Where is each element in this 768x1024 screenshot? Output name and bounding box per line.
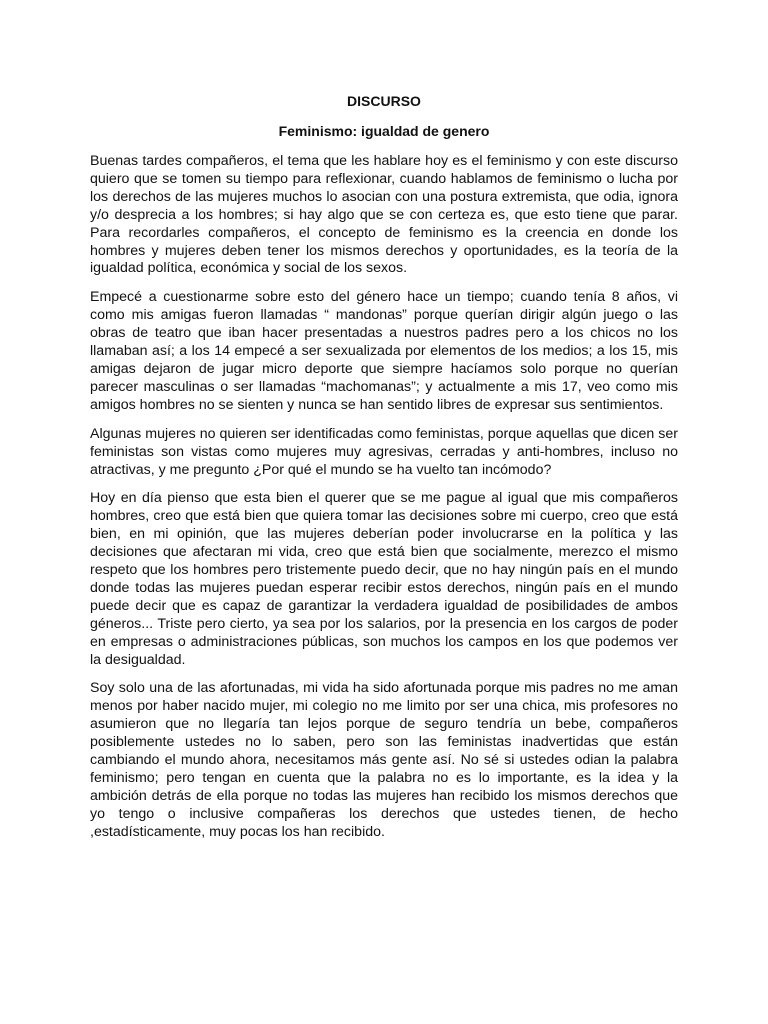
document-subtitle: Feminismo: igualdad de genero: [278, 123, 490, 139]
paragraph-3: Algunas mujeres no quieren ser identificadas como feministas, porque aquellas que dicen ser feministas son vistas como mujeres muy agresivas, cerradas y anti-hombres, incluso no atractivas, y me pregunto ¿Por qué el mundo se ha vuelto tan incómodo?: [90, 425, 678, 478]
document-page: [90, 92, 678, 853]
paragraph-2: Empecé a cuestionarme sobre esto del género hace un tiempo; cuando tenía 8 años, vi como mis amigas fueron llamadas “ mandonas” porque querían dirigir algún juego o las obras de teatro que iban hacer presentadas a nuestros padres pero a los chicos no los llamaban así; a los 14 empecé a ser sexualizada por elementos de los medios; a los 15, mis amigas dejaron de jugar micro deporte que siempre hacíamos solo porque no querían parecer masculinas o ser llamadas “machomanas”; y actualmente a mis 17, veo como mis amigos hombres no se sienten y nunca se han sentido libres de expresar sus sentimientos.: [90, 289, 678, 413]
paragraph-4: Hoy en día pienso que esta bien el querer que se me pague al igual que mis compañeros hombres, creo que está bien que quiera tomar las decisiones sobre mi cuerpo, creo que está bien, en mi opinión, que las mujeres deberían poder involucrarse en la política y las decisiones que afectaran mi vida, creo que está bien que socialmente, merezco el mismo respeto que los hombres pero tristemente puedo decir, que no hay ningún país en el mundo donde todas las mujeres puedan esperar recibir estos derechos, ningún país en el mundo puede decir que es capaz de garantizar la verdadera igualdad de posibilidades de ambos géneros... Triste pero cierto, ya sea por los salarios, por la presencia en los cargos de poder en empresas o administraciones públicas, son muchos los campos en los que podemos ver la desigualdad.: [90, 490, 678, 668]
paragraph-1: Buenas tardes compañeros, el tema que les hablare hoy es el feminismo y con este discurso quiero que se tomen su tiempo para reflexionar, cuando hablamos de feminismo o lucha por los derechos de las mujeres muchos lo asocian con una postura extremista, que odia, ignora y/o desprecia a los hombres; si hay algo que se con certeza es, que esto tiene que parar. Para recordarles compañeros, el concepto de feminismo es la creencia en donde los hombres y mujeres deben tener los mismos derechos y oportunidades, es la teoría de la igualdad política, económica y social de los sexos.: [90, 153, 678, 277]
document-title: DISCURSO: [347, 93, 421, 109]
paragraph-5: Soy solo una de las afortunadas, mi vida ha sido afortunada porque mis padres no me aman menos por haber nacido mujer, mi colegio no me limito por ser una chica, mis profesores no asumieron que no llegaría tan lejos porque de seguro tendría un bebe, compañeros posiblemente ustedes no lo saben, pero son las feministas inadvertidas que están cambiando el mundo ahora, necesitamos más gente así. No sé si ustedes odian la palabra feminismo; pero tengan en cuenta que la palabra no es lo importante, es la idea y la ambición detrás de ella porque no todas las mujeres han recibido los mismos derechos que yo tengo o inclusive compañeras los derechos que ustedes tienen, de hecho ,estadísticamente, muy pocas los han recibido.: [90, 680, 678, 840]
